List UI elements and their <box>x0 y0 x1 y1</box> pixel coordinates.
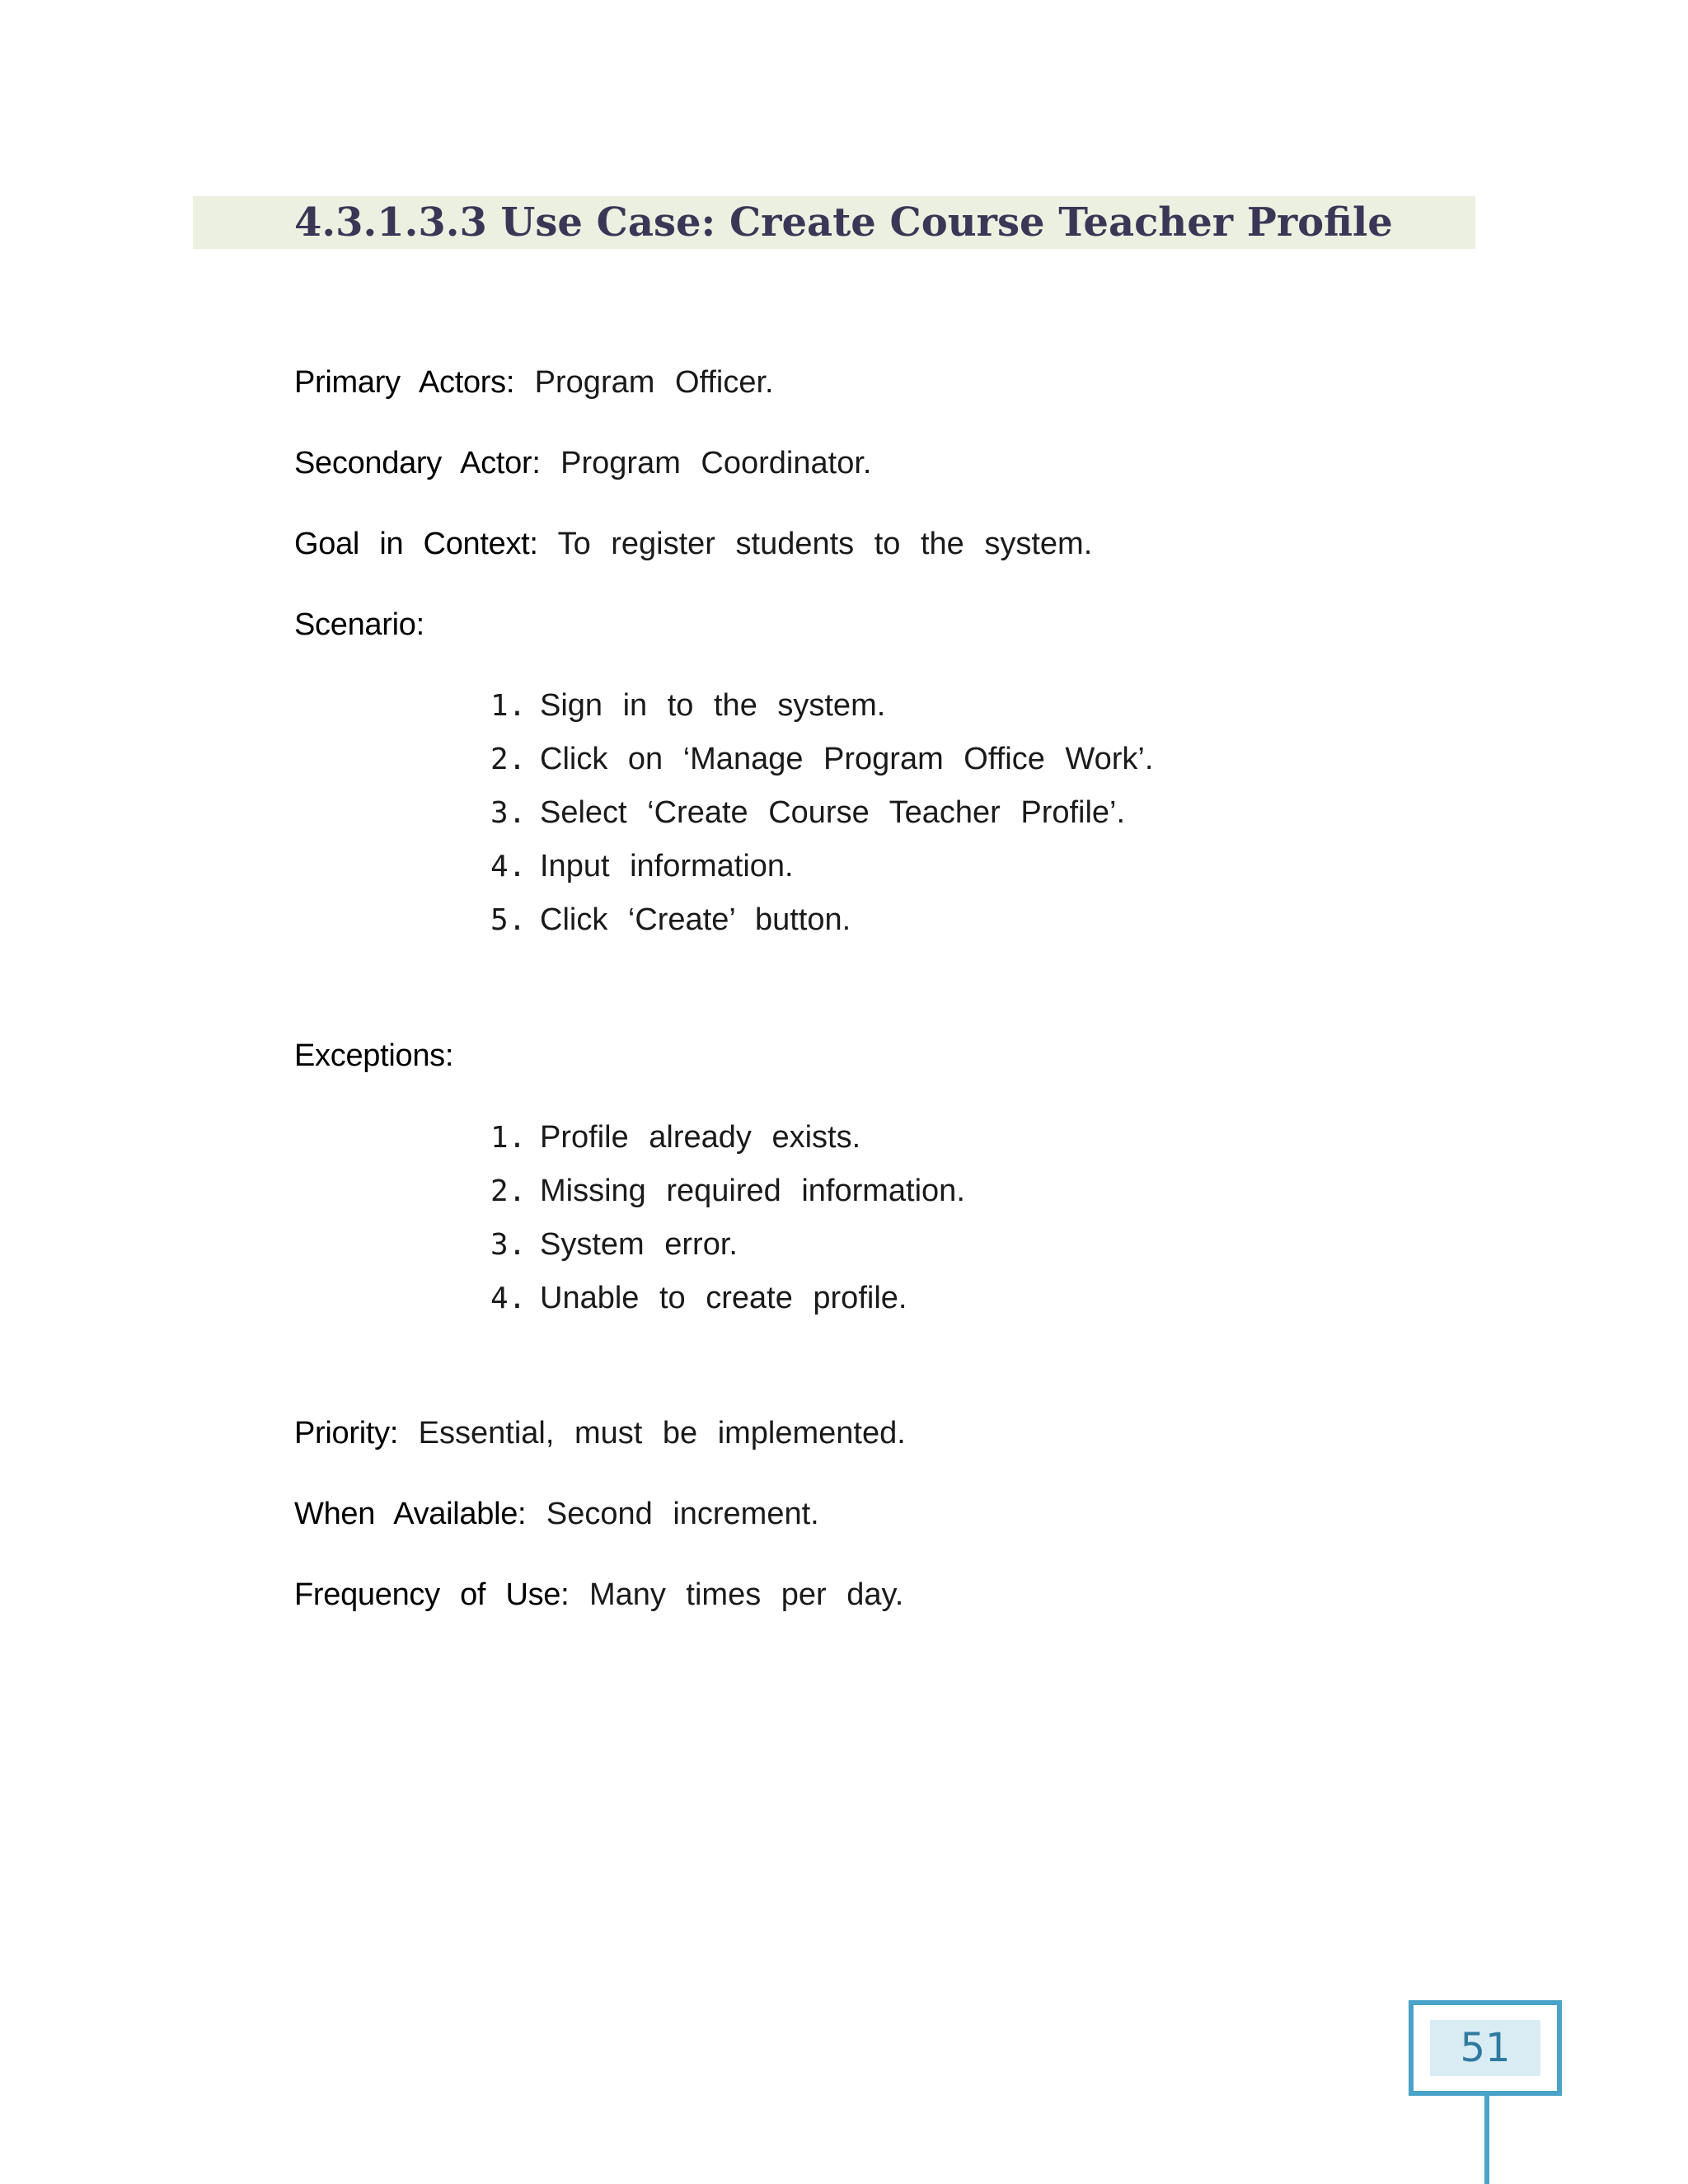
when-available-label: When Available: <box>294 1497 527 1531</box>
scenario-list <box>490 679 1153 947</box>
list-item <box>490 1111 965 1165</box>
item-number: 3. <box>490 1228 527 1262</box>
exceptions-field <box>294 1037 453 1075</box>
list-item <box>490 893 1153 947</box>
item-text: Input information. <box>540 849 794 883</box>
frequency-value: Many times per day. <box>588 1577 904 1612</box>
exceptions-list <box>490 1111 965 1325</box>
item-text: Click on ‘Manage Program Office Work’. <box>540 742 1154 776</box>
secondary-actor-value: Program Coordinator. <box>560 446 872 480</box>
primary-actors-label: Primary Actors: <box>294 365 515 400</box>
secondary-actor-label: Secondary Actor: <box>294 446 541 480</box>
priority-label: Priority: <box>294 1416 399 1451</box>
item-number: 1. <box>490 689 527 723</box>
list-item <box>490 1272 965 1325</box>
page-number-stem <box>1484 2096 1489 2184</box>
item-text: System error. <box>540 1227 738 1262</box>
list-item <box>490 840 1153 893</box>
when-available-field <box>294 1495 819 1533</box>
item-text: Sign in to the system. <box>540 688 886 723</box>
page-number-box <box>1409 2000 1562 2096</box>
list-item <box>490 733 1153 786</box>
item-text: Unable to create profile. <box>540 1281 907 1315</box>
section-heading: 4.3.1.3.3 Use Case: Create Course Teacher Profile <box>294 199 1393 246</box>
item-text: Click ‘Create’ button. <box>540 902 851 937</box>
item-number: 4. <box>490 850 527 883</box>
list-item <box>490 679 1153 733</box>
frequency-field <box>294 1576 903 1614</box>
item-number: 2. <box>490 743 527 776</box>
item-number: 2. <box>490 1174 527 1208</box>
goal-label: Goal in Context: <box>294 527 538 561</box>
frequency-label: Frequency of Use: <box>294 1577 570 1612</box>
item-text: Profile already exists. <box>540 1120 861 1155</box>
goal-field <box>294 525 1092 563</box>
when-available-value: Second increment. <box>546 1497 819 1531</box>
item-number: 5. <box>490 903 527 937</box>
item-number: 1. <box>490 1121 527 1155</box>
secondary-actor-field <box>294 444 871 482</box>
primary-actors-value: Program Officer. <box>534 365 774 400</box>
page-number: 51 <box>1430 2020 1540 2076</box>
scenario-label: Scenario: <box>294 607 424 642</box>
priority-value: Essential, must be implemented. <box>418 1416 906 1451</box>
item-number: 4. <box>490 1282 527 1315</box>
scenario-field <box>294 606 424 644</box>
item-text: Missing required information. <box>540 1174 965 1208</box>
item-number: 3. <box>490 796 527 830</box>
goal-value: To register students to the system. <box>557 527 1093 561</box>
priority-field <box>294 1414 906 1452</box>
list-item <box>490 786 1153 840</box>
list-item <box>490 1165 965 1218</box>
list-item <box>490 1218 965 1272</box>
item-text: Select ‘Create Course Teacher Profile’. <box>540 795 1126 830</box>
primary-actors-field <box>294 363 774 401</box>
exceptions-label: Exceptions: <box>294 1038 454 1073</box>
